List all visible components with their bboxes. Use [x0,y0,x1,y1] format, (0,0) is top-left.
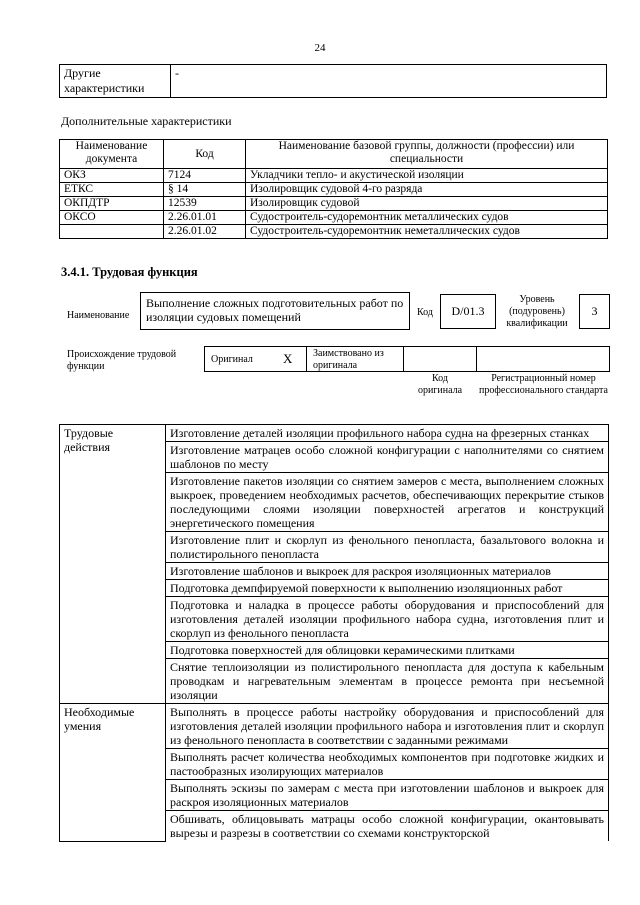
classifier-doc: ОКЗ [60,169,164,183]
table-row [60,183,608,197]
code-value: D/01.3 [451,304,485,318]
classifier-code: § 14 [164,183,246,197]
code-original-label: Код оригинала [417,373,463,396]
table-row [60,704,609,749]
required-skills-label: Необходимые умения [60,704,166,842]
original-mark: X [283,351,293,366]
classifier-doc: ОКПДТР [60,197,164,211]
origin-label: Происхождение трудовой функции [67,349,177,372]
labor-actions-label: Трудовые действия [60,425,166,704]
list-item: Подготовка и наладка в процессе работы оборудования и приспособлений для изготовления деталей изоляции профильного набора судна, изготовления плит и скорлуп из фенольного пенопласта [166,597,609,642]
classifier-name: Изолировщик судовой 4-го разряда [246,183,608,197]
code-label: Код [417,307,433,318]
classifier-name: Изолировщик судовой [246,197,608,211]
classifier-code: 2.26.01.02 [164,225,246,239]
classifier-table [59,139,608,239]
function-name-value: Выполнение сложных подготовительных работ по изоляции судовых помещений [146,296,404,324]
list-item: Изготовление деталей изоляции профильного набора судна на фрезерных станках [166,425,609,442]
classifier-code: 7124 [164,169,246,183]
list-item: Обшивать, облицовывать матрацы особо сложной конфигурации, окантовывать вырезы и разрезы в соответствии со схемами конструкторской [166,811,609,842]
function-name-label: Наименование [67,310,130,321]
code-box [440,294,496,329]
classifier-header-name: Наименование базовой группы, должности (профессии) или специальности [246,140,608,169]
table-row [60,425,609,442]
classifier-doc: ЕТКС [60,183,164,197]
origin-divider-2 [403,346,404,372]
table-row [60,197,608,211]
origin-divider-1 [306,346,307,372]
list-item: Подготовка поверхностей для облицовки керамическими плитками [166,642,609,659]
other-characteristics-value: - [171,65,607,98]
classifier-header-row [60,140,608,169]
level-value: 3 [591,304,598,318]
classifier-name: Судостроитель-судоремонтник металлических судов [246,211,608,225]
other-characteristics-label: Другие характеристики [60,65,171,98]
origin-divider-3 [476,346,477,372]
level-label: Уровень (подуровень) квалификации [506,294,568,329]
list-item: Изготовление матрацев особо сложной конфигурации с наполнителями со снятием шаблонов по месту [166,442,609,473]
classifier-name: Укладчики тепло- и акустической изоляции [246,169,608,183]
table-row [60,225,608,239]
classifier-header-doc: Наименование документа [60,140,164,169]
classifier-code: 2.26.01.01 [164,211,246,225]
classifier-doc: ОКСО [60,211,164,225]
function-name-box [140,292,410,330]
list-item: Изготовление шаблонов и выкроек для раскроя изоляционных материалов [166,563,609,580]
list-item: Изготовление пакетов изоляции со снятием замеров с места, выполнением сложных выкроек, проведением необходимых расчетов, обеспечивающих перекрытие стыков последующими слоями изоляции поверхностей агрегатов и конструкций энергетического помещения [166,473,609,532]
list-item: Подготовка демпфируемой поверхности к выполнению изоляционных работ [166,580,609,597]
classifier-header-code: Код [164,140,246,169]
reg-number-label: Регистрационный номер профессионального стандарта [479,373,608,396]
table-row [60,169,608,183]
list-item: Снятие теплоизоляции из полистирольного пенопласта для доступа к кабельным проводкам и нагревательным элементам в процессе ремонта при несъемной изоляции [166,659,609,704]
other-characteristics-table [59,64,607,98]
function-title: 3.4.1. Трудовая функция [61,265,198,279]
borrowed-label: Заимствовано из оригинала [313,348,384,371]
page-number: 24 [314,42,326,54]
list-item: Выполнять эскизы по замерам с места при изготовлении шаблонов и выкроек для раскроя изоляционных материалов [166,780,609,811]
original-label: Оригинал [211,354,253,365]
classifier-code: 12539 [164,197,246,211]
list-item: Изготовление плит и скорлуп из фенольного пенопласта, базальтового волокна и полистирольного пенопласта [166,532,609,563]
list-item: Выполнять расчет количества необходимых компонентов при подготовке жидких и пастообразных изолирующих материалов [166,749,609,780]
labor-function-table [59,424,609,842]
level-box [579,294,610,329]
origin-box [204,346,610,372]
table-row [60,211,608,225]
additional-characteristics-title: Дополнительные характеристики [61,114,232,128]
classifier-doc [60,225,164,239]
list-item: Выполнять в процессе работы настройку оборудования и приспособлений для изготовления деталей изоляции профильного набора и изготовления плит и скорлуп из фенольного пенопласта в соответствии с заданными режимами [166,704,609,749]
classifier-name: Судостроитель-судоремонтник неметаллических судов [246,225,608,239]
